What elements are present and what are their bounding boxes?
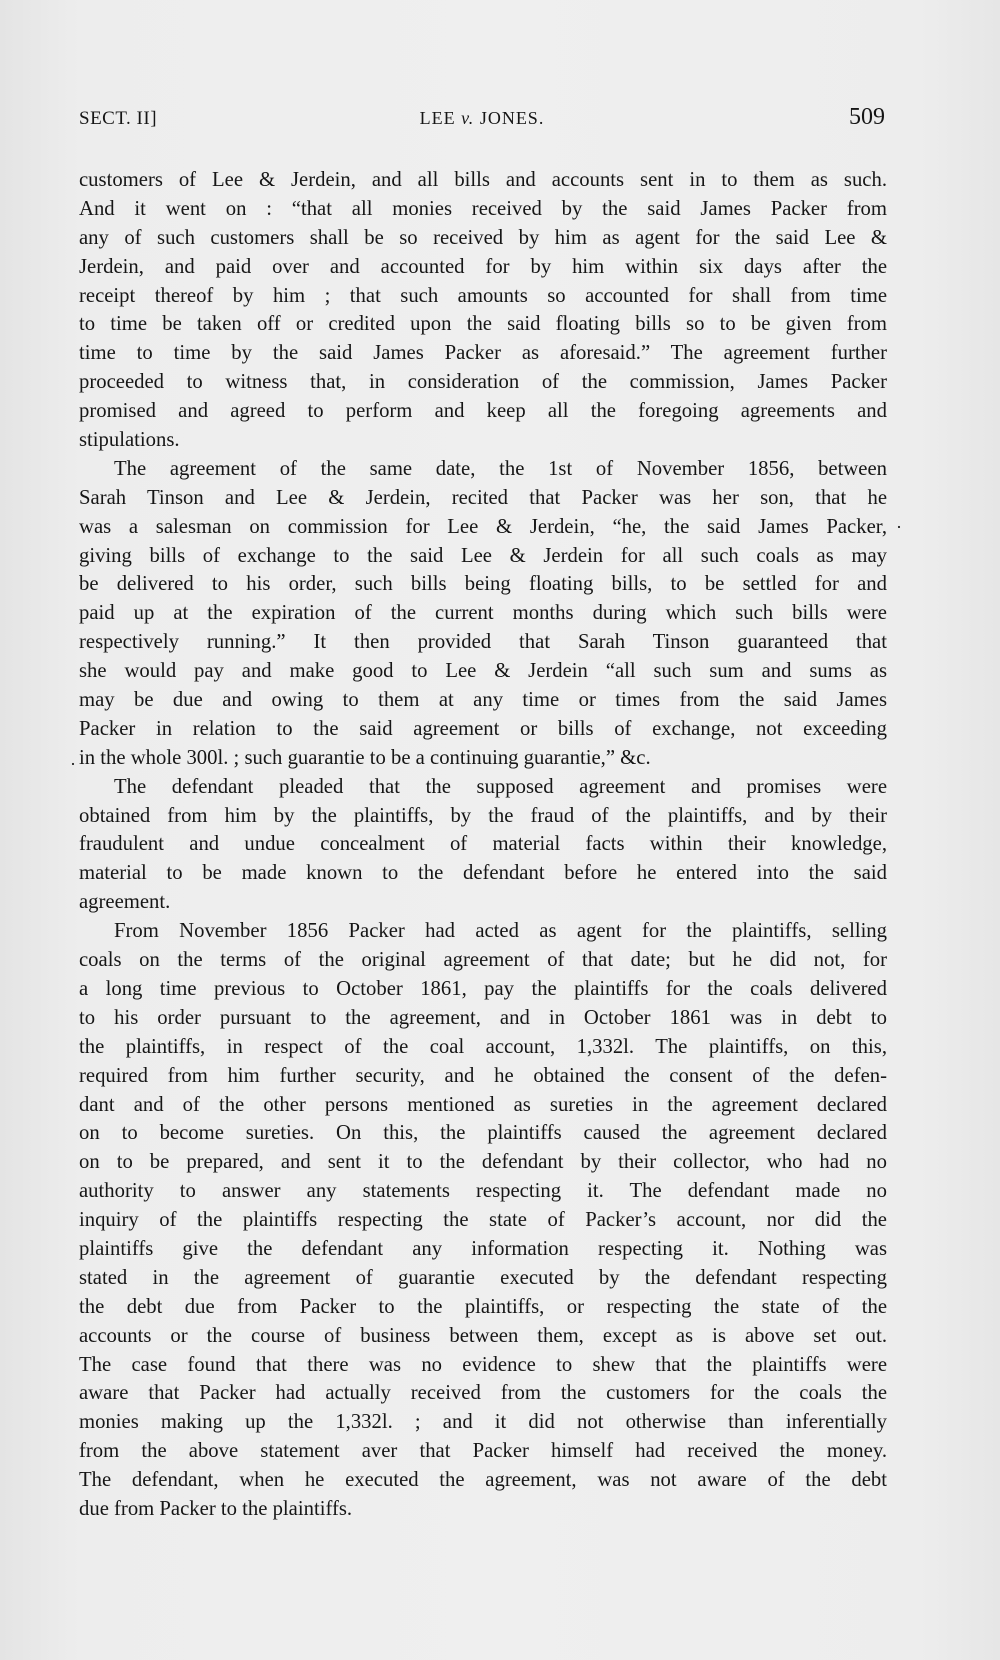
text-line: to his order pursuant to the agreement, and in October 1861 was in debt to bbox=[79, 1006, 887, 1029]
text-line: was a salesman on commission for Lee & Jerdein, “he, the said James Packer, bbox=[79, 515, 887, 538]
paragraph-start-line: From November 1856 Packer had acted as agent for the plaintiffs, selling bbox=[114, 920, 887, 943]
text-line: promised and agreed to perform and keep all the foregoing agreements and bbox=[79, 400, 887, 423]
text-line: fraudulent and undue concealment of material facts within their knowledge, bbox=[79, 833, 887, 856]
text-line: inquiry of the plaintiffs respecting the state of Packer’s account, nor did the bbox=[79, 1209, 887, 1232]
text-line: The defendant, when he executed the agreement, was not aware of the debt bbox=[79, 1469, 887, 1492]
text-line: on to be prepared, and sent it to the defendant by their collector, who had no bbox=[79, 1151, 887, 1174]
text-line: any of such customers shall be so received by him as agent for the said Lee & bbox=[79, 226, 887, 249]
text-line: Packer in relation to the said agreement or bills of exchange, not exceeding bbox=[79, 717, 887, 740]
text-line: coals on the terms of the original agreement of that date; but he did not, for bbox=[79, 949, 887, 972]
text-line: from the above statement aver that Packer himself had received the money. bbox=[79, 1440, 887, 1463]
text-line: may be due and owing to them at any time or times from the said James bbox=[79, 689, 887, 712]
text-line: respectively running.” It then provided that Sarah Tinson guaranteed that bbox=[79, 631, 887, 654]
text-line: Sarah Tinson and Lee & Jerdein, recited that Packer was her son, that he bbox=[79, 486, 887, 509]
text-line: obtained from him by the plaintiffs, by the fraud of the plaintiffs, and by their bbox=[79, 804, 887, 827]
paragraph-start-line: The defendant pleaded that the supposed agreement and promises were bbox=[114, 775, 887, 798]
text-line: be delivered to his order, such bills being floating bills, to be settled for and bbox=[79, 573, 887, 596]
text-line: she would pay and make good to Lee & Jerdein “all such sum and sums as bbox=[79, 660, 887, 683]
text-line: dant and of the other persons mentioned as sureties in the agreement declared bbox=[79, 1093, 887, 1116]
text-line: the plaintiffs, in respect of the coal account, 1,332l. The plaintiffs, on this, bbox=[79, 1035, 887, 1058]
text-line: agreement. bbox=[79, 891, 171, 914]
text-line: customers of Lee & Jerdein, and all bills and accounts sent in to them as such. bbox=[79, 169, 887, 191]
text-line: a long time previous to October 1861, pay the plaintiffs for the coals delivered bbox=[79, 977, 887, 1000]
text-line: And it went on : “that all monies received by the said James Packer from bbox=[79, 197, 887, 220]
page-number: 509 bbox=[849, 104, 885, 130]
text-line: stipulations. bbox=[79, 429, 180, 452]
text-line: Jerdein, and paid over and accounted for by him within six days after the bbox=[79, 255, 887, 278]
versus-abbrev: v. bbox=[461, 108, 475, 128]
text-line: required from him further security, and he obtained the consent of the defen- bbox=[79, 1064, 887, 1087]
text-line: proceeded to witness that, in consideration of the commission, James Packer bbox=[79, 371, 887, 394]
text-line: time to time by the said James Packer as aforesaid.” The agreement further bbox=[79, 342, 887, 365]
text-line: in the whole 300l. ; such guarantie to be a continuing guarantie,” &c. bbox=[79, 746, 651, 769]
text-line: aware that Packer had actually received from the customers for the coals the bbox=[79, 1382, 887, 1405]
text-line: receipt thereof by him ; that such amounts so accounted for shall from time bbox=[79, 284, 887, 307]
text-line: accounts or the course of business between them, except as is above set out. bbox=[79, 1324, 887, 1347]
text-line: The case found that there was no evidence to shew that the plaintiffs were bbox=[79, 1353, 887, 1376]
paragraph-start-line: The agreement of the same date, the 1st of November 1856, between bbox=[114, 457, 887, 480]
text-line: giving bills of exchange to the said Lee & Jerdein for all such coals as may bbox=[79, 544, 887, 567]
text-line: paid up at the expiration of the current months during which such bills were bbox=[79, 602, 887, 625]
text-line: stated in the agreement of guarantie executed by the defendant respecting bbox=[79, 1266, 887, 1289]
text-line: on to become sureties. On this, the plaintiffs caused the agreement declared bbox=[79, 1122, 887, 1145]
text-line: the debt due from Packer to the plaintiffs, or respecting the state of the bbox=[79, 1295, 887, 1318]
case-title: LEE v. JONES. bbox=[419, 108, 545, 128]
section-label: SECT. II] bbox=[79, 108, 158, 129]
text-line: material to be made known to the defendant before he entered into the said bbox=[79, 862, 887, 885]
text-line: authority to answer any statements respecting it. The defendant made no bbox=[79, 1180, 887, 1203]
text-line: plaintiffs give the defendant any information respecting it. Nothing was bbox=[79, 1237, 887, 1260]
running-header bbox=[79, 104, 885, 134]
text-line: to time be taken off or credited upon the said floating bills so to be given from bbox=[79, 313, 887, 336]
margin-speck: · bbox=[896, 517, 902, 537]
body-text bbox=[79, 166, 887, 1524]
text-line: due from Packer to the plaintiffs. bbox=[79, 1497, 353, 1520]
margin-speck: · bbox=[70, 754, 76, 774]
text-line: monies making up the 1,332l. ; and it did not otherwise than inferentially bbox=[79, 1411, 887, 1434]
